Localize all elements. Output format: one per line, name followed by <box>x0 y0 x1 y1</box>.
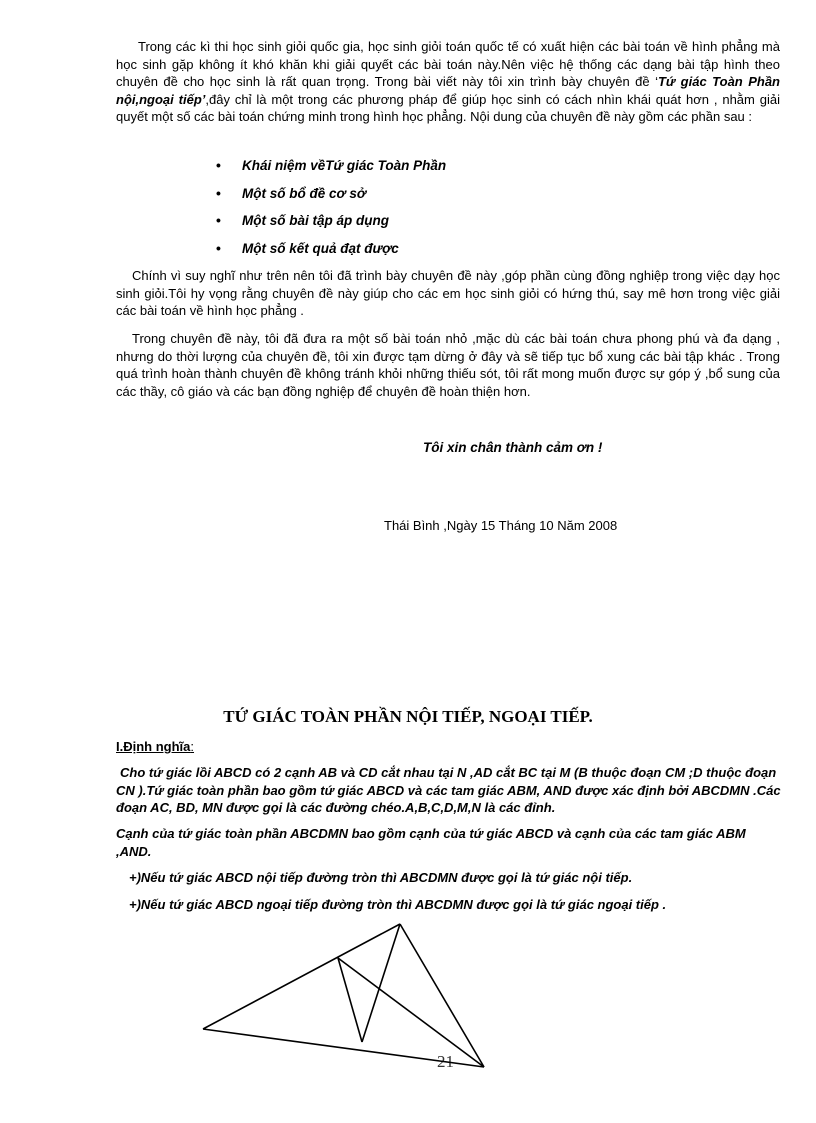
definition-label-text: I.Định nghĩa <box>116 739 191 754</box>
definition-inscribed: +)Nếu tứ giác ABCD nội tiếp đường tròn thì ABCDMN được gọi là tứ giác nội tiếp. <box>129 870 633 885</box>
thanks-line: Tôi xin chân thành cảm ơn ! <box>423 440 603 455</box>
intro-topic: Tứ giác Toàn Phần nội,ngoại tiếp’ <box>116 74 780 107</box>
definition-sides: Cạnh của tứ giác toàn phần ABCDMN bao gồm cạnh của tứ giác ABCD và cạnh của các tam giác ABM ,AND. <box>116 826 746 859</box>
page-number: 21 <box>437 1052 454 1071</box>
date-line: Thái Bình ,Ngày 15 Tháng 10 Năm 2008 <box>384 518 618 533</box>
list-item: • Một số bài tập áp dụng <box>216 212 446 240</box>
list-item: • Khái niệm vềTứ giác Toàn Phần <box>216 157 446 185</box>
definition-label-colon: : <box>190 739 195 754</box>
definition-circumscribed: +)Nếu tứ giác ABCD ngoại tiếp đường tròn thì ABCDMN được gọi là tứ giác ngoại tiếp . <box>129 897 667 912</box>
figure-line <box>338 958 362 1042</box>
closing-paragraph: Trong chuyên đề này, tôi đã đưa ra một số bài toán nhỏ ,mặc dù các bài toán chưa phong phú và đa dạng , nhưng do thời lượng của chuyên đề, tôi xin được tạm dừng ở đây và sẽ tiếp tục bổ xung các bài tập khác . Trong quá trình hoàn thành chuyên đề không tránh khỏi những thiếu sót, tôi rất mong muốn được sự góp ý ,bổ sung của các thầy, cô giáo và các bạn đồng nghiệp để chuyên đề hoàn thiện hơn. <box>116 331 780 399</box>
intro-text-start: Trong các kì thi học sinh giỏi quốc gia, học sinh giỏi toán quốc tế có xuất hiện các bài toán về hình phẳng mà học sinh gặp không ít khó khăn khi giải quyết các bài toán này.Nên việc hệ thống các dạng bài tập hình theo chuyên đề cho học sinh là rất quan trọng. Trong bài viết này tôi xin trình bày chuyên đề ‘ <box>116 39 780 89</box>
section-heading: TỨ GIÁC TOÀN PHẦN NỘI TIẾP, NGOẠI TIẾP. <box>223 707 593 726</box>
figure-line <box>400 924 484 1067</box>
list-item: • Một số bổ đề cơ sở <box>216 185 446 213</box>
definition-text: Cho tứ giác lồi ABCD có 2 cạnh AB và CD cắt nhau tại N ,AD cắt BC tại M (B thuộc đoạn CM ;D thuộc đoạn CN ).Tứ giác toàn phần bao gồm tứ giác ABCD và các tam giác ABM, AND được xác định bởi ABCDMN .Các đoạn AC, BD, MN được gọi là các đường chéo.A,B,C,D,M,N là các đỉnh. <box>116 765 781 815</box>
motivation-paragraph: Chính vì suy nghĩ như trên nên tôi đã trình bày chuyên đề này ,góp phần cùng đồng nghiệp trong việc dạy học sinh giỏi.Tôi hy vọng rằng chuyên đề này giúp cho các em học sinh giỏi có hứng thú, say mê hơn trong việc giải các bài toán về hình học phẳng . <box>116 268 780 318</box>
list-item: • Một số kết quả đạt được <box>216 240 446 268</box>
intro-text-end: ,đây chỉ là một trong các phương pháp để giúp học sinh có cách nhìn khái quát hơn , nhằm giải quyết một số các bài toán chứng minh trong hình học phẳng. Nội dung của chuyên đề này gồm các phần sau : <box>116 91 780 124</box>
